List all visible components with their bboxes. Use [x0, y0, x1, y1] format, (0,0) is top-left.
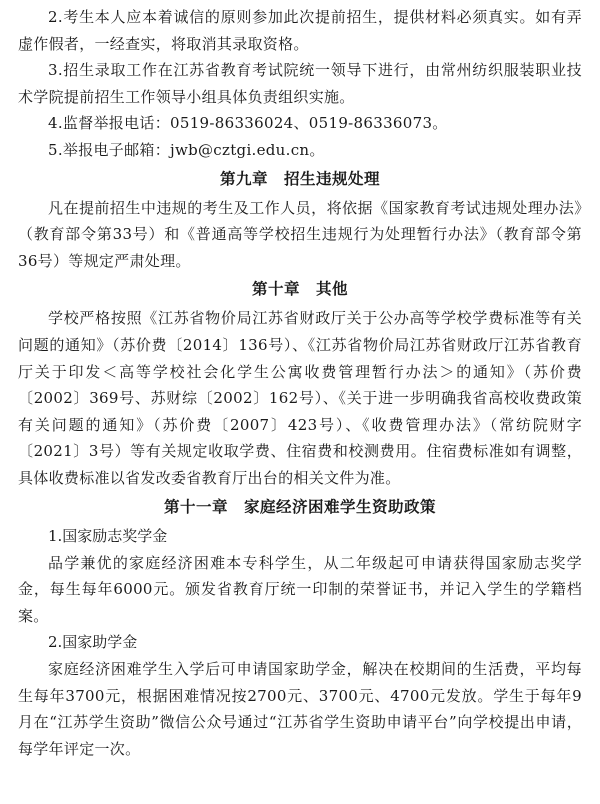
subheading-national-grant: 2.国家助学金 [48, 633, 138, 652]
chapter-9-heading: 第九章 招生违规处理 [219, 169, 380, 188]
paragraph-grant-details: 家庭经济困难学生入学后可申请国家助学金，解决在校期间的生活费，平均每生每年3700元，根据困难情况按2700元、3700元、4700元发放。学生于每年9月在“江苏学生资助”微信公众号通过“江苏省学生资助申请平台”向学校提出申请，每学年评定一次。 [18, 660, 582, 759]
chapter-11-heading: 第十一章 家庭经济困难学生资助政策 [163, 497, 436, 516]
paragraph-report-phone: 4.监督举报电话：0519-86336024、0519-86336073。 [48, 114, 448, 133]
paragraph-violation-handling: 凡在提前招生中违规的考生及工作人员，将依据《国家教育考试违规处理办法》（教育部令第33号）和《普通高等学校招生违规行为处理暂行办法》（教育部令第36号）等规定严肃处理。 [18, 198, 582, 270]
paragraph-honesty-clause: 2.考生本人应本着诚信的原则参加此次提前招生，提供材料必须真实。如有弄虚作假者，一经查实，将取消其录取资格。 [18, 8, 582, 53]
subheading-national-encouragement-scholarship: 1.国家励志奖学金 [48, 526, 168, 545]
paragraph-scholarship-details: 品学兼优的家庭经济困难本专科学生，从二年级起可申请获得国家励志奖学金，每生每年6000元。颁发省教育厅统一印制的荣誉证书，并记入学生的学籍档案。 [18, 553, 582, 625]
paragraph-fees: 学校严格按照《江苏省物价局江苏省财政厅关于公办高等学校学费标准等有关问题的通知》（苏价费〔2014〕136号）、《江苏省物价局江苏省财政厅江苏省教育厅关于印发＜高等学校社会化学生公寓收费管理暂行办法＞的通知》（苏价费〔2002〕369号、苏财综〔2002〕162号）、《关于进一步明确我省高校收费政策有关问题的通知》（苏价费〔2007〕423号）、《收费管理办法》（常纺院财字〔2021〕3号）等有关规定收取学费、住宿费和校测费用。住宿费标准如有调整，具体收费标准以省发改委省教育厅出台的相关文件为准。 [18, 309, 582, 487]
chapter-10-heading: 第十章 其他 [251, 280, 348, 299]
paragraph-report-email: 5.举报电子邮箱：jwb@cztgi.edu.cn。 [48, 140, 325, 159]
paragraph-admission-organization: 3.招生录取工作在江苏省教育考试院统一领导下进行，由常州纺织服装职业技术学院提前招生工作领导小组具体负责组织实施。 [18, 61, 582, 106]
